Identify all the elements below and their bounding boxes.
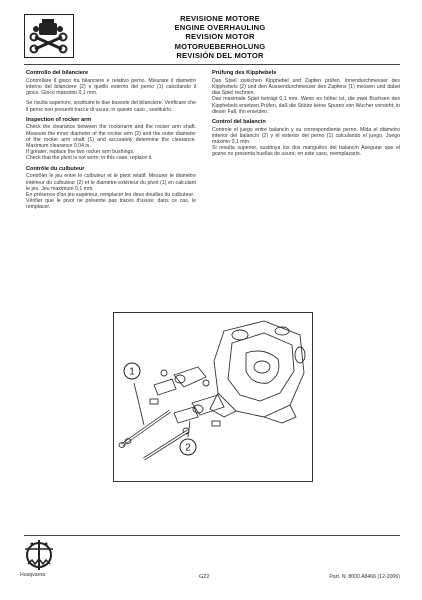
- paragraph: Controllare il gioco tra bilanciere e relativo perno. Misurare il diametro interno del bilanciere (2) e quello esterno del perno (1) calcolando il gioco. Gioco massimo 0,1 mm.: [26, 77, 196, 97]
- paragraph: Das maximale Spiel beträgt 0,1 mm. Wenn es höher ist, die zwei Buchsen des Kipphebels ersetzen.Prüfen, daß die Stütze keine Spuren von Wucher vorsieht; in dieser Fall, ihn ersetzen.: [212, 96, 400, 115]
- title-en: ENGINE OVERHAULING: [174, 23, 266, 33]
- paragraph: Si resulta superior, sustituya los dos manguitos del balancín Asegurar que el gozne no presenta huellas de usura; en este caso, reemplazarlo.: [212, 145, 400, 158]
- title-es: REVISIÓN DEL MOTOR: [176, 50, 264, 60]
- brand-name: Husqvarna: [20, 572, 46, 578]
- paragraph: En présence d'un jeu supérieur, remplacer les deux douilles du culbuteur.: [26, 191, 195, 198]
- paragraph: Vérifier que le pivot ne présente pas traces d'usure; dans ce cas, le remplacer.: [26, 198, 196, 211]
- section-it: [26, 70, 196, 113]
- callout-label: 2: [185, 442, 191, 454]
- callout-1: [124, 363, 140, 379]
- rocker-arm-drawing: [114, 313, 312, 481]
- section-title: Contrôle du culbuteur: [26, 165, 85, 172]
- callout-2: [180, 439, 196, 455]
- section-de: [212, 70, 400, 115]
- right-column: [212, 70, 400, 162]
- paragraph: Contrôler le jeu entre le culbuteur et le pivot relatif. Mesurer le diamètre intérieur du culbuteur (2) et le diamètre extérieur du pivot (1) en calculant le jeu. Jeu maximum 0,1 mm.: [26, 173, 196, 192]
- husqvarna-logo-icon: [22, 540, 56, 570]
- section-title: Controllo del bilanciere: [26, 70, 89, 76]
- paragraph: Check the clearance between the rockerarm and the rocker arm shaft. Measure the inner diameter of the rocker arm (2) and the outer diameter of the rocker arm shaft (1) and accurately determine the clearance. Maximum clearance 0.04 in.: [26, 124, 196, 150]
- title-de: MOTORUEBERHOLUNG: [174, 41, 266, 51]
- chapter-titles: [120, 14, 320, 60]
- rocker-arm-figure: [113, 312, 313, 482]
- section-en: [26, 117, 196, 162]
- callout-label: 1: [129, 366, 135, 378]
- section-es: [212, 119, 400, 158]
- title-it: REVISIONE MOTORE: [180, 14, 260, 23]
- paragraph: Das Spiel zwischen Kipphebel und Zapfen prüfen. Innendurchmesser des Kipphebels (2) und den Aussendurchmesser des Zapfens (1) messen und dabei das Spiel rechnen.: [212, 77, 400, 97]
- section-logo: [24, 14, 74, 58]
- left-column: [26, 70, 196, 215]
- paragraph: If greater, replace the two rocker arm bushings.: [26, 149, 135, 156]
- footer-divider: [24, 535, 400, 536]
- engine-tools-icon: [25, 15, 72, 56]
- section-title: Control del balancín: [212, 118, 266, 125]
- section-title: Prüfung des Kipphebels: [212, 70, 277, 76]
- page-number: G22: [199, 574, 210, 580]
- section-fr: [26, 166, 196, 211]
- paragraph: Controle el juego entre balancín y su correspondiente perno. Mida el diámetro interior del balancín (2) y el exterior del perno (1) calculando el juego. Juego máximo 0,1 mm.: [212, 126, 400, 146]
- paragraph: Se risulta superiore, sostituire le due bussole del bilanciere. Verificare che il perno non presenti tracce di usura; in questo caso , sostituirlo.: [26, 100, 196, 113]
- paragraph: Check that the pivot is not worn; in this case, replace it.: [26, 155, 153, 162]
- title-fr: REVISION MOTOR: [185, 32, 255, 42]
- part-number: Part. N. 8000 A8466 (12-2006): [329, 574, 400, 580]
- header-divider: [24, 64, 400, 65]
- section-title: Inspection of rocker arm: [26, 116, 92, 123]
